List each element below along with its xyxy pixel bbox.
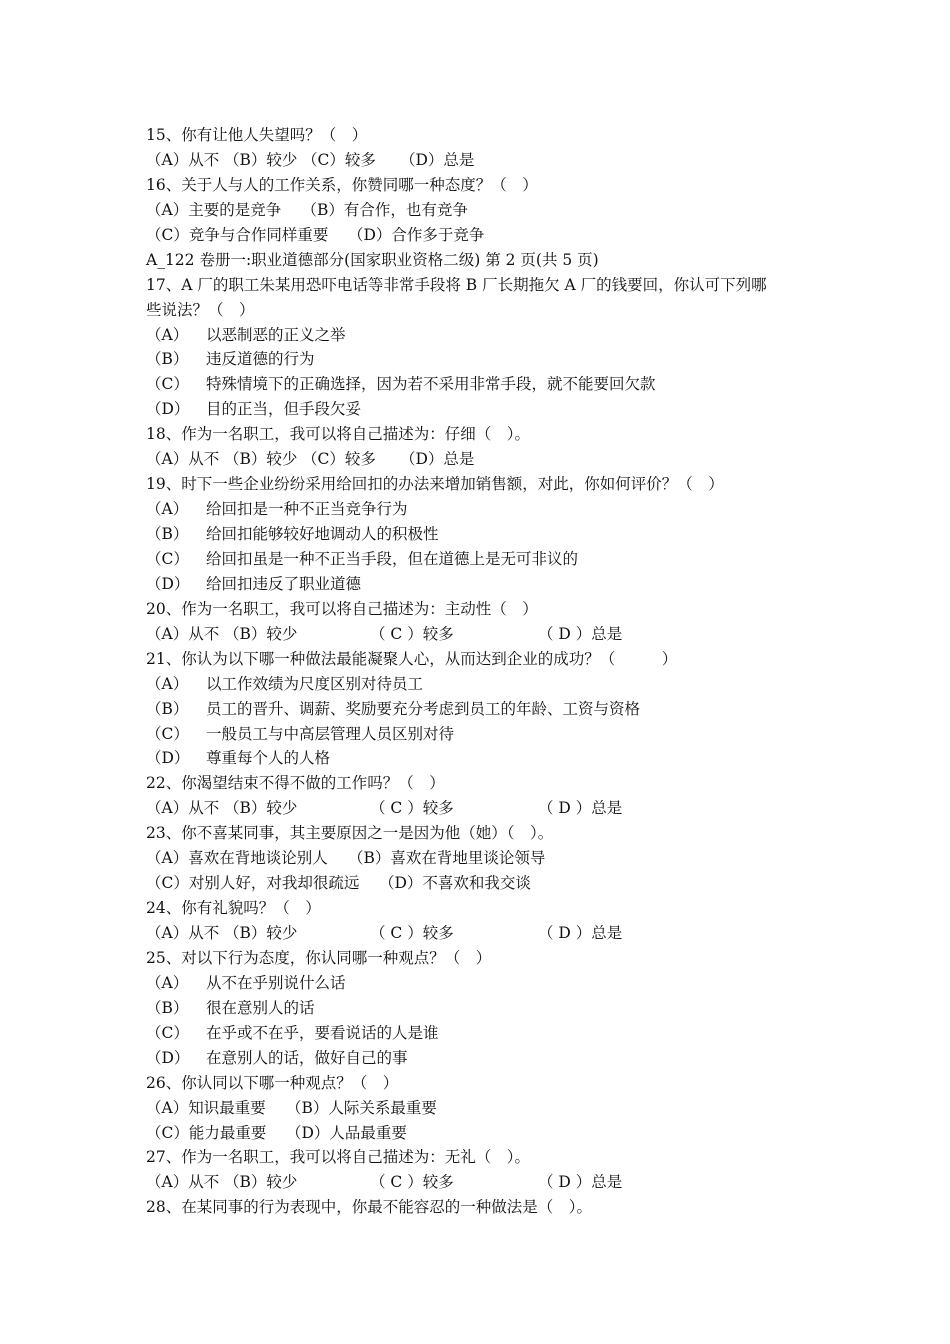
answer-option: （ C ）较多	[370, 624, 454, 643]
answer-option: （ C ）较多	[370, 1173, 454, 1192]
option-letter: （B）	[146, 998, 189, 1017]
answer-option: （ D ）总是	[538, 799, 623, 818]
text-line: 15、你有让他人失望吗？（ ）	[146, 126, 368, 144]
answer-option: （A）从不	[146, 624, 220, 643]
text-line: 25、对以下行为态度，你认同哪一种观点？（ ）	[146, 948, 492, 967]
option-text: 从不在乎别说什么话	[206, 973, 346, 992]
option-letter: （B）	[146, 699, 189, 718]
answer-option-line	[146, 722, 826, 747]
answer-option: （D）总是	[400, 150, 475, 169]
answer-option: （B）较少	[224, 150, 298, 169]
answer-option-line	[146, 397, 826, 422]
text-line: 21、你认为以下哪一种做法最能凝聚人心，从而达到企业的成功？（ ）	[146, 649, 678, 668]
answer-option: （B）人际关系最重要	[286, 1098, 437, 1117]
option-letter: （D）	[146, 749, 190, 768]
answer-option-line	[146, 522, 826, 547]
answer-option: （C）对别人好，对我却很疏远	[146, 874, 360, 893]
text-line: 20、作为一名职工，我可以将自己描述为：主动性（ ）	[146, 599, 538, 618]
answer-option: （B）较少	[224, 450, 298, 469]
option-letter: （B）	[146, 350, 189, 369]
option-letter: （C）	[146, 1023, 189, 1042]
answer-option: （A）从不	[146, 450, 220, 469]
answer-option: （B）较少	[224, 1173, 298, 1192]
answer-options-pair	[146, 198, 826, 223]
option-text: 给回扣虽是一种不正当手段，但在道德上是无可非议的	[206, 549, 579, 568]
text-line: 28、在某同事的行为表现中，你最不能容忍的一种做法是（ ）。	[146, 1198, 592, 1217]
answer-option: （B）较少	[224, 799, 298, 818]
text-line: 18、作为一名职工，我可以将自己描述为：仔细（ ）。	[146, 425, 530, 444]
answer-option-line	[146, 572, 826, 597]
answer-option: （D）总是	[400, 450, 475, 469]
answer-option: （A）从不	[146, 799, 220, 818]
answer-option: （A）知识最重要	[146, 1098, 266, 1117]
option-text: 员工的晋升、调薪、奖励要充分考虑到员工的年龄、工资与资格	[206, 699, 641, 718]
text-line: 些说法？（ ）	[146, 300, 255, 319]
option-text: 目的正当，但手段欠妥	[206, 400, 362, 419]
answer-option: （ D ）总是	[538, 1173, 623, 1192]
answer-options-pair	[146, 1121, 826, 1146]
answer-option-line	[146, 497, 826, 522]
text-line: 26、你认同以下哪一种观点？（ ）	[146, 1073, 399, 1092]
answer-option: （A）从不	[146, 1173, 220, 1192]
option-letter: （A）	[146, 674, 189, 693]
option-text: 违反道德的行为	[206, 350, 315, 369]
answer-options-row	[146, 921, 826, 946]
answer-option: （C）竞争与合作同样重要	[146, 225, 329, 244]
text-line: 22、你渴望结束不得不做的工作吗？（ ）	[146, 774, 445, 793]
answer-option: （ D ）总是	[538, 924, 623, 942]
answer-option: （A）喜欢在背地谈论别人	[146, 849, 328, 868]
option-text: 以恶制恶的正义之举	[206, 325, 346, 344]
answer-options-row	[146, 148, 826, 173]
text-line: 23、你不喜某同事，其主要原因之一是因为他（她）（ ）。	[146, 824, 554, 843]
answer-option-line	[146, 746, 826, 771]
option-letter: （C）	[146, 375, 189, 394]
option-text: 在乎或不在乎，要看说话的人是谁	[206, 1023, 439, 1042]
question-list	[146, 123, 826, 1220]
text-line: 17、A 厂的职工朱某用恐吓电话等非常手段将 B 厂长期拖欠 A 厂的钱要回，你认可下列哪	[146, 275, 767, 294]
option-text: 以工作效绩为尺度区别对待员工	[206, 674, 424, 693]
answer-option: （A）从不	[146, 150, 220, 169]
answer-option: （A）主要的是竞争	[146, 200, 282, 219]
answer-option-line	[146, 697, 826, 722]
answer-option: （A）从不	[146, 924, 220, 942]
option-text: 给回扣是一种不正当竞争行为	[206, 500, 408, 519]
option-letter: （C）	[146, 549, 189, 568]
answer-option: （ D ）总是	[538, 624, 623, 643]
answer-option-line	[146, 1046, 826, 1071]
option-letter: （D）	[146, 400, 190, 419]
answer-option-line	[146, 996, 826, 1021]
option-text: 给回扣能够较好地调动人的积极性	[206, 525, 439, 543]
answer-option-line	[146, 547, 826, 572]
answer-option: （C）较多	[302, 150, 376, 169]
option-letter: （A）	[146, 325, 189, 344]
answer-options-row	[146, 622, 826, 647]
answer-option: （C）能力最重要	[146, 1123, 267, 1142]
text-line: A_122 卷册一:职业道德部分(国家职业资格二级) 第 2 页(共 5 页)	[146, 250, 599, 269]
answer-options-pair	[146, 871, 826, 896]
answer-option: （B）较少	[224, 624, 298, 643]
option-text: 给回扣违反了职业道德	[206, 574, 362, 593]
answer-options-pair	[146, 846, 826, 871]
answer-option: （D）合作多于竞争	[348, 225, 485, 244]
answer-option-line	[146, 323, 826, 348]
answer-option-line	[146, 1021, 826, 1046]
answer-option-line	[146, 347, 826, 372]
option-letter: （A）	[146, 500, 189, 519]
answer-option: （D）人品最重要	[286, 1123, 407, 1142]
text-line: 24、你有礼貌吗？（ ）	[146, 899, 321, 918]
answer-option: （ C ）较多	[370, 799, 454, 818]
text-line: 19、时下一些企业纷纷采用给回扣的办法来增加销售额，对此，你如何评价？（ ）	[146, 475, 724, 494]
text-line: 27、作为一名职工，我可以将自己描述为：无礼（ ）。	[146, 1148, 530, 1167]
answer-option: （B）喜欢在背地里谈论领导	[348, 849, 546, 868]
option-text: 尊重每个人的人格	[206, 749, 331, 768]
answer-option: （B）有合作，也有竞争	[301, 200, 468, 219]
option-text: 特殊情境下的正确选择，因为若不采用非常手段，就不能要回欠款	[206, 375, 656, 394]
answer-option-line	[146, 672, 826, 697]
option-text: 很在意别人的话	[206, 998, 315, 1017]
answer-options-row	[146, 447, 826, 472]
option-letter: （A）	[146, 973, 189, 992]
text-line: 16、关于人与人的工作关系，你赞同哪一种态度？（ ）	[146, 175, 538, 194]
answer-option-line	[146, 372, 826, 397]
answer-options-row	[146, 796, 826, 821]
answer-option: （B）较少	[224, 924, 298, 942]
option-text: 一般员工与中高层管理人员区别对待	[206, 724, 455, 743]
option-text: 在意别人的话，做好自己的事	[206, 1048, 408, 1067]
answer-options-row	[146, 1170, 826, 1195]
option-letter: （C）	[146, 724, 189, 743]
answer-option: （D）不喜欢和我交谈	[379, 874, 531, 893]
answer-options-pair	[146, 223, 826, 248]
answer-option-line	[146, 971, 826, 996]
answer-options-pair	[146, 1096, 826, 1121]
option-letter: （D）	[146, 1048, 190, 1067]
option-letter: （D）	[146, 574, 190, 593]
option-letter: （B）	[146, 525, 189, 543]
answer-option: （ C ）较多	[370, 924, 454, 942]
answer-option: （C）较多	[302, 450, 376, 469]
